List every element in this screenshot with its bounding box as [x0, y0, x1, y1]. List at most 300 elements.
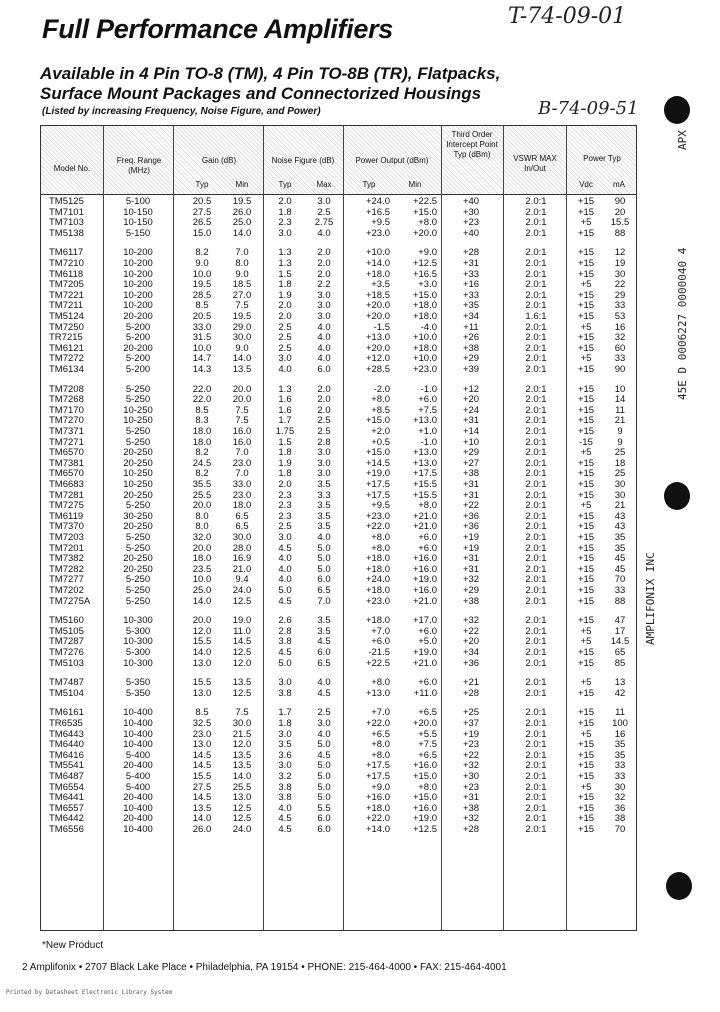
- table-cell: +15: [577, 657, 595, 669]
- table-cell: +3.5: [371, 279, 390, 291]
- table-cell: 22.0: [192, 394, 212, 406]
- table-cell: 14.3: [192, 364, 212, 375]
- table-cell: +9.5: [371, 500, 390, 512]
- table-cell: 10-400: [123, 728, 153, 740]
- table-cell: 2.0:1: [525, 574, 547, 586]
- table-cell: 3.0: [278, 227, 292, 239]
- table-cell: 4.5: [317, 749, 331, 761]
- table-cell: 4.0: [317, 227, 331, 239]
- table-cell: +10.0: [412, 332, 437, 344]
- table-cell: 14.0: [192, 813, 212, 825]
- table-cell: 2.0: [278, 300, 292, 312]
- table-cell: +18.0: [412, 342, 437, 354]
- table-cell: +15: [577, 615, 595, 627]
- table-cell: TM6557: [49, 802, 84, 814]
- table-cell: 5.0: [317, 760, 331, 772]
- table-cell: +18.0: [412, 311, 437, 322]
- table-cell: TM5125: [49, 196, 84, 207]
- table-cell: 60: [614, 342, 626, 354]
- table-cell: 5-200: [125, 332, 151, 344]
- table-cell: +16.0: [412, 563, 437, 575]
- table-cell: 3.0: [278, 728, 292, 740]
- table-cell: 5-250: [125, 500, 151, 512]
- table-cell: 19.5: [232, 196, 252, 207]
- table-cell: +15.0: [412, 289, 437, 301]
- table-cell: +32: [462, 760, 480, 772]
- table-cell: TM6440: [49, 739, 84, 751]
- table-cell: TM6442: [49, 813, 84, 825]
- table-cell: 2.0:1: [525, 585, 547, 596]
- table-cell: 2.0:1: [525, 364, 547, 375]
- table-cell: 5.0: [278, 585, 292, 596]
- table-cell: TM5103: [49, 657, 84, 669]
- table-row: [41, 586, 636, 597]
- table-cell: 21: [614, 415, 626, 427]
- table-cell: 1.8: [278, 206, 292, 218]
- table-cell: 5-250: [125, 532, 151, 543]
- table-cell: 14.5: [610, 636, 630, 648]
- table-cell: +5: [580, 353, 592, 365]
- table-cell: +18.0: [365, 553, 390, 565]
- table-cell: +15: [577, 532, 595, 543]
- table-cell: 20-400: [123, 813, 153, 825]
- table-cell: 2.0:1: [525, 394, 547, 406]
- table-cell: 6.0: [317, 813, 331, 825]
- table-cell: +15: [577, 802, 595, 814]
- table-cell: 4.0: [278, 364, 292, 375]
- table-cell: 7.5: [235, 415, 249, 427]
- table-cell: 2.0:1: [525, 781, 547, 793]
- table-cell: 3.0: [317, 300, 331, 312]
- table-cell: 2.0: [317, 394, 331, 406]
- table-cell: 2.3: [278, 510, 292, 522]
- table-cell: +15: [577, 739, 595, 751]
- table-cell: 27.0: [232, 289, 252, 301]
- header-vdc: Vdc: [579, 180, 593, 189]
- table-cell: 32.0: [192, 532, 212, 543]
- table-cell: 5-400: [125, 749, 151, 761]
- table-cell: 2.0:1: [525, 595, 547, 607]
- table-cell: +15.0: [365, 447, 390, 459]
- table-cell: 2.0:1: [525, 728, 547, 740]
- table-cell: 35: [614, 739, 626, 751]
- table-cell: 32: [614, 332, 626, 344]
- table-cell: +20: [462, 636, 480, 648]
- table-cell: 16: [614, 728, 626, 740]
- table-cell: 20-250: [123, 489, 153, 501]
- table-cell: 20-400: [123, 792, 153, 804]
- table-cell: 38: [614, 813, 626, 825]
- table-cell: 7.5: [235, 707, 249, 719]
- table-cell: +37: [462, 718, 480, 729]
- table-cell: +8.0: [371, 739, 390, 751]
- table-row: [41, 480, 636, 491]
- table-cell: 32.5: [192, 718, 212, 729]
- table-cell: 20.0: [232, 394, 252, 406]
- table-cell: +16.0: [412, 802, 437, 814]
- table-cell: 3.0: [317, 447, 331, 459]
- table-cell: TM7170: [49, 404, 84, 416]
- punch-hole-bottom: [666, 872, 692, 900]
- table-cell: 2.5: [317, 206, 331, 218]
- table-cell: 12.5: [232, 647, 252, 658]
- table-cell: 7.0: [235, 468, 249, 480]
- table-cell: 2.5: [317, 426, 331, 437]
- table-cell: 10-200: [123, 300, 153, 312]
- table-cell: 2.0:1: [525, 342, 547, 354]
- table-cell: 10-400: [123, 739, 153, 751]
- table-cell: +7.0: [371, 625, 390, 637]
- table-cell: +15: [577, 404, 595, 416]
- table-cell: 2.0: [278, 196, 292, 207]
- table-cell: 4.0: [278, 563, 292, 575]
- table-cell: TM7101: [49, 206, 84, 218]
- table-cell: TM6554: [49, 781, 84, 793]
- table-cell: +23.0: [365, 595, 390, 607]
- table-cell: 90: [614, 364, 626, 375]
- table-cell: 3.5: [317, 521, 331, 533]
- table-row: [41, 648, 636, 659]
- table-cell: TM6683: [49, 479, 84, 490]
- table-cell: 20-250: [123, 521, 153, 533]
- table-cell: 20.5: [192, 196, 212, 207]
- header-gain-typ: Typ: [195, 180, 209, 189]
- table-cell: 14.0: [192, 595, 212, 607]
- table-cell: +39: [462, 364, 480, 375]
- table-cell: 2.0:1: [525, 771, 547, 782]
- table-cell: +5: [580, 781, 592, 793]
- table-cell: +32: [462, 574, 480, 586]
- table-cell: 3.5: [317, 625, 331, 637]
- table-cell: 5-300: [125, 625, 151, 637]
- table-cell: 5-250: [125, 585, 151, 596]
- header-po-min: Min: [408, 180, 422, 189]
- table-cell: 14.5: [192, 760, 212, 772]
- table-cell: 17: [614, 625, 626, 637]
- table-cell: 2.0:1: [525, 426, 547, 437]
- table-cell: +15: [577, 647, 595, 658]
- table-cell: 12.5: [232, 687, 252, 699]
- table-cell: +10.0: [365, 247, 390, 259]
- header-vswr: VSWR MAX In/Out: [513, 154, 557, 173]
- table-cell: 5.5: [317, 802, 331, 814]
- table-cell: 2.0: [317, 404, 331, 416]
- table-cell: 1.8: [278, 468, 292, 480]
- table-cell: 22: [614, 279, 626, 291]
- table-cell: TM7282: [49, 563, 84, 575]
- table-cell: +15.5: [412, 489, 437, 501]
- table-cell: +15: [577, 468, 595, 480]
- table-cell: +22.0: [365, 521, 390, 533]
- table-cell: +23: [462, 217, 480, 229]
- table-cell: 14.5: [192, 749, 212, 761]
- table-cell: 2.0: [317, 383, 331, 395]
- table-row: [41, 533, 636, 544]
- table-cell: +9.5: [371, 217, 390, 229]
- table-cell: +6.0: [418, 625, 437, 637]
- table-cell: +15: [577, 394, 595, 406]
- table-cell: +31: [462, 563, 480, 575]
- table-cell: +15: [577, 824, 595, 835]
- table-cell: +21.0: [412, 510, 437, 522]
- table-cell: 1.9: [278, 289, 292, 301]
- table-cell: +15: [577, 268, 595, 280]
- table-cell: 35: [614, 532, 626, 543]
- table-cell: 3.2: [278, 771, 292, 782]
- table-cell: 5.0: [317, 542, 331, 554]
- table-cell: 8.5: [195, 404, 209, 416]
- table-cell: +8.0: [371, 677, 390, 689]
- table-cell: 2.3: [278, 500, 292, 512]
- table-row: [41, 427, 636, 438]
- punch-hole-top: [664, 96, 690, 124]
- table-cell: 9.0: [195, 258, 209, 269]
- table-cell: 2.0:1: [525, 247, 547, 259]
- table-cell: +15.0: [412, 206, 437, 218]
- table-row: [41, 597, 636, 608]
- table-cell: 11: [615, 707, 625, 719]
- table-cell: TM5541: [49, 760, 84, 772]
- table-cell: 10-300: [123, 657, 153, 669]
- table-cell: 25.5: [232, 781, 252, 793]
- header-toi: Third Order Intercept Point Typ (dBm): [446, 130, 498, 159]
- table-cell: 2.0:1: [525, 625, 547, 637]
- table-cell: 36: [614, 802, 626, 814]
- table-cell: 5-250: [125, 542, 151, 554]
- table-cell: 33.0: [232, 479, 252, 490]
- footer: 2 Amplifonix • 2707 Black Lake Place • Philadelphia, PA 19154 • PHONE: 215-464-4000 • FAX: 215-464-4001: [22, 962, 507, 973]
- table-row: [41, 659, 636, 670]
- table-cell: 13.0: [232, 792, 252, 804]
- table-cell: 30: [614, 268, 626, 280]
- table-cell: 43: [614, 521, 626, 533]
- table-cell: 5-400: [125, 781, 151, 793]
- table-cell: 2.0:1: [525, 707, 547, 719]
- table-cell: +28: [462, 687, 480, 699]
- table-cell: +15: [577, 553, 595, 565]
- table-cell: 18.5: [232, 279, 252, 291]
- table-cell: 2.5: [317, 707, 331, 719]
- table-cell: -2.0: [373, 383, 390, 395]
- table-cell: 70: [614, 824, 626, 835]
- table-cell: TM6117: [49, 247, 84, 259]
- table-row: [41, 772, 636, 783]
- table-cell: 2.5: [278, 342, 292, 354]
- table-cell: 20.0: [232, 383, 252, 395]
- table-cell: +15: [577, 479, 595, 490]
- table-cell: 33: [614, 771, 626, 782]
- table-cell: 26.0: [192, 824, 212, 835]
- table-cell: +13.0: [365, 687, 390, 699]
- table-cell: 6.5: [235, 510, 249, 522]
- table-cell: 2.75: [314, 217, 334, 229]
- header-ma: mA: [613, 180, 625, 189]
- table-cell: +12: [462, 383, 480, 395]
- table-cell: 25.5: [192, 489, 212, 501]
- table-cell: 1.8: [278, 279, 292, 291]
- table-cell: 20.0: [192, 500, 212, 512]
- table-cell: 3.0: [317, 468, 331, 480]
- table-cell: 33: [614, 760, 626, 772]
- table-cell: +38: [462, 595, 480, 607]
- table-cell: 10-250: [123, 479, 153, 490]
- table-cell: 4.5: [278, 542, 292, 554]
- table-cell: +5: [580, 447, 592, 459]
- table-cell: 3.5: [317, 615, 331, 627]
- table-cell: 6.5: [235, 521, 249, 533]
- table-cell: +21: [462, 677, 480, 689]
- table-cell: 2.5: [278, 332, 292, 344]
- table-cell: 8.2: [195, 468, 209, 480]
- table-cell: +0.5: [371, 436, 390, 448]
- table-cell: 2.0:1: [525, 647, 547, 658]
- table-cell: 8.2: [195, 447, 209, 459]
- table-cell: 43: [614, 510, 626, 522]
- table-cell: +25: [462, 707, 480, 719]
- table-cell: +31: [462, 479, 480, 490]
- table-cell: 13: [614, 677, 626, 689]
- table-cell: 1.5: [278, 436, 292, 448]
- table-cell: +18.0: [365, 268, 390, 280]
- table-cell: 25.0: [192, 585, 212, 596]
- table-cell: 8.0: [195, 521, 209, 533]
- table-cell: +28: [462, 824, 480, 835]
- table-cell: TM6416: [49, 749, 84, 761]
- table-cell: +15: [577, 771, 595, 782]
- table-cell: +22.0: [365, 813, 390, 825]
- table-cell: 2.0:1: [525, 542, 547, 554]
- table-cell: 2.8: [278, 625, 292, 637]
- table-cell: 14.0: [232, 227, 252, 239]
- table-cell: 4.0: [317, 728, 331, 740]
- table-cell: +16: [462, 279, 480, 291]
- table-cell: 8.5: [195, 707, 209, 719]
- table-row: [41, 689, 636, 700]
- amplifier-table: [40, 125, 637, 931]
- table-cell: +15: [577, 342, 595, 354]
- table-cell: +17.5: [365, 489, 390, 501]
- table-cell: 14.0: [192, 647, 212, 658]
- table-cell: +19.0: [412, 813, 437, 825]
- table-row: [41, 197, 636, 208]
- table-cell: +22.5: [365, 657, 390, 669]
- table-cell: 2.0:1: [525, 739, 547, 751]
- table-cell: TM6119: [49, 510, 84, 522]
- table-cell: 13.0: [192, 657, 212, 669]
- table-cell: 2.0:1: [525, 436, 547, 448]
- table-cell: +22: [462, 625, 480, 637]
- table-cell: 35: [614, 749, 626, 761]
- table-cell: 21.0: [232, 563, 252, 575]
- table-cell: +26: [462, 332, 480, 344]
- table-cell: TM5138: [49, 227, 84, 239]
- table-cell: 25: [614, 447, 626, 459]
- table-cell: 8.5: [195, 300, 209, 312]
- table-cell: 14: [614, 394, 626, 406]
- table-cell: +15.0: [412, 792, 437, 804]
- table-cell: 13.0: [192, 739, 212, 751]
- table-cell: 4.0: [317, 332, 331, 344]
- table-cell: 3.5: [317, 500, 331, 512]
- table-cell: +16.0: [412, 553, 437, 565]
- table-cell: +23.0: [365, 510, 390, 522]
- table-cell: 10-200: [123, 258, 153, 269]
- table-cell: 20.5: [192, 311, 212, 322]
- table-cell: 8.3: [195, 415, 209, 427]
- table-cell: +18.0: [365, 802, 390, 814]
- table-cell: 15.5: [192, 677, 212, 689]
- table-cell: +7.5: [418, 404, 437, 416]
- table-cell: 2.0:1: [525, 510, 547, 522]
- table-cell: 31.5: [192, 332, 212, 344]
- table-cell: 5-250: [125, 574, 151, 586]
- table-cell: 2.0:1: [525, 802, 547, 814]
- table-cell: 5-250: [125, 426, 151, 437]
- table-cell: 12: [614, 247, 626, 259]
- table-cell: 2.0:1: [525, 749, 547, 761]
- table-cell: 29.0: [232, 321, 252, 333]
- table-cell: +24: [462, 404, 480, 416]
- table-cell: 53: [614, 311, 626, 322]
- table-cell: 21: [614, 500, 626, 512]
- table-cell: 30: [614, 479, 626, 490]
- table-cell: +40: [462, 196, 480, 207]
- table-cell: +21.0: [412, 595, 437, 607]
- table-cell: 45: [614, 553, 626, 565]
- table-cell: 4.5: [278, 813, 292, 825]
- table-cell: 4.5: [278, 647, 292, 658]
- table-cell: 5-200: [125, 353, 151, 365]
- table-cell: 10-400: [123, 802, 153, 814]
- table-cell: 3.5: [317, 510, 331, 522]
- table-cell: 2.0:1: [525, 479, 547, 490]
- table-cell: 6.5: [317, 657, 331, 669]
- table-cell: 2.0:1: [525, 279, 547, 291]
- table-cell: +8.0: [418, 781, 437, 793]
- table-cell: 9.0: [235, 268, 249, 280]
- table-cell: +15: [577, 574, 595, 586]
- table-row: [41, 229, 636, 240]
- table-cell: 2.0:1: [525, 718, 547, 729]
- table-cell: 15.0: [192, 227, 212, 239]
- table-cell: 9: [617, 436, 623, 448]
- table-cell: TM5160: [49, 615, 84, 627]
- table-cell: 90: [614, 196, 626, 207]
- table-cell: 20-200: [123, 342, 153, 354]
- table-cell: 3.0: [317, 289, 331, 301]
- table-cell: +16.0: [412, 760, 437, 772]
- table-cell: +16.5: [412, 268, 437, 280]
- table-cell: 1.9: [278, 457, 292, 469]
- table-cell: 3.5: [317, 479, 331, 490]
- table-cell: TM5104: [49, 687, 84, 699]
- table-cell: +20.0: [365, 311, 390, 322]
- table-cell: 9: [617, 426, 623, 437]
- table-cell: 2.0:1: [525, 196, 547, 207]
- table-cell: +15.0: [365, 415, 390, 427]
- table-cell: +5.5: [418, 728, 437, 740]
- table-cell: TR7215: [49, 332, 83, 344]
- table-cell: 10.0: [192, 268, 212, 280]
- table-cell: 10-250: [123, 468, 153, 480]
- table-cell: +29: [462, 585, 480, 596]
- table-cell: +12.5: [412, 258, 437, 269]
- table-cell: +19.0: [412, 647, 437, 658]
- table-cell: 12.5: [232, 595, 252, 607]
- table-cell: 2.0:1: [525, 457, 547, 469]
- table-cell: -15: [579, 436, 593, 448]
- table-cell: +15: [577, 749, 595, 761]
